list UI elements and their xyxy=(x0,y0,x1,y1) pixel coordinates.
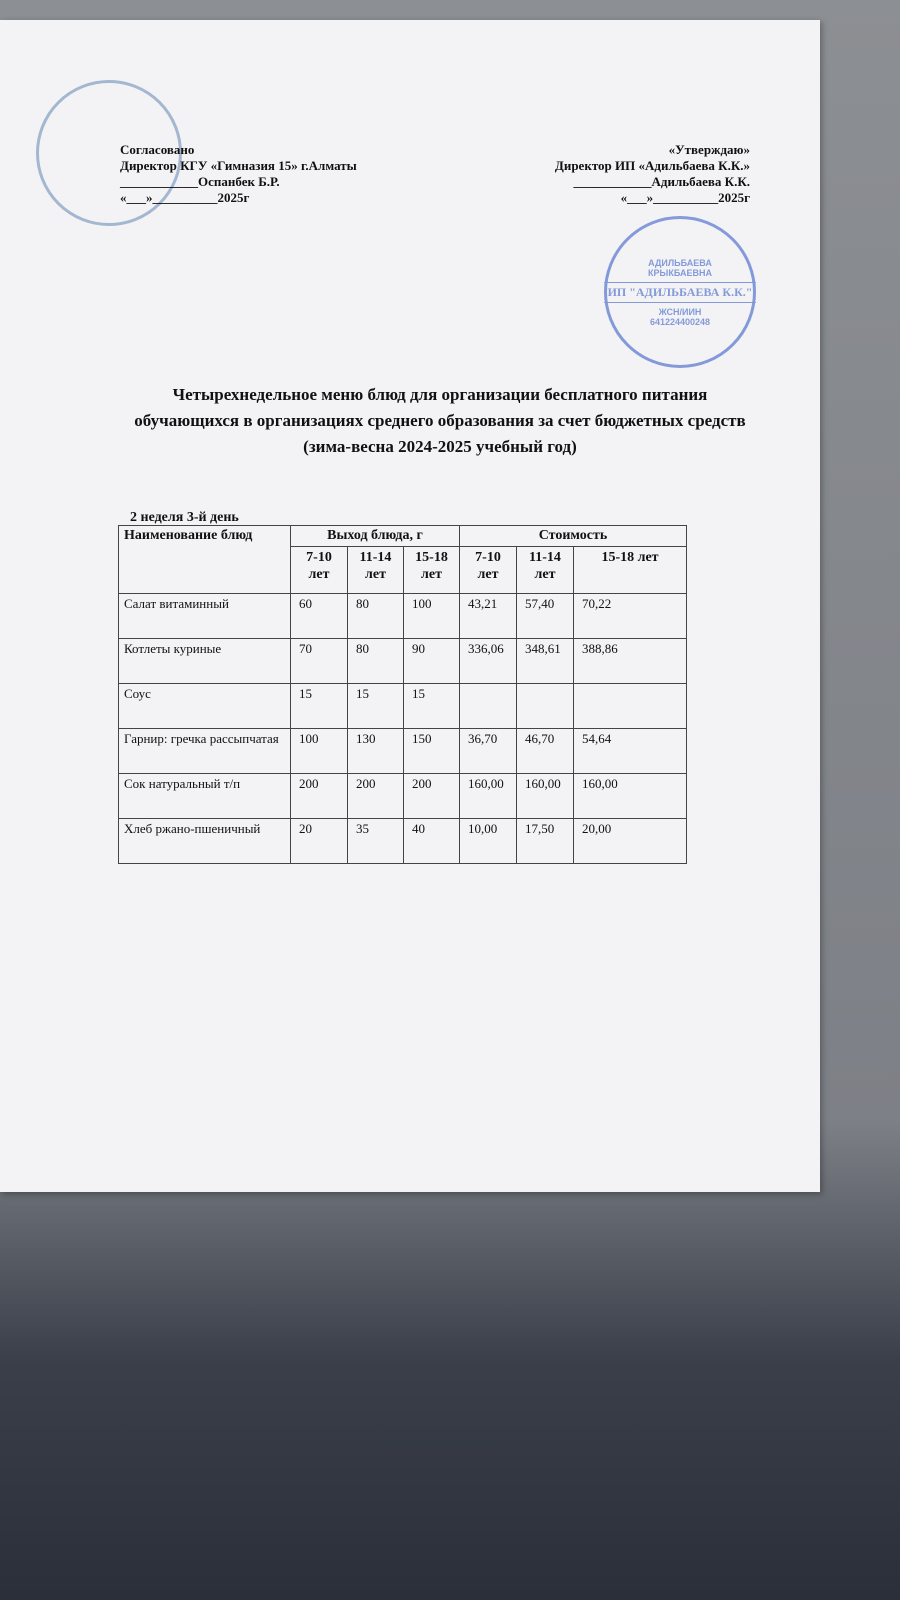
cost-cell: 57,40 xyxy=(517,594,574,639)
cost-cell xyxy=(517,684,574,729)
cost-cell: 348,61 xyxy=(517,639,574,684)
cost-cell xyxy=(460,684,517,729)
yield-cell: 15 xyxy=(348,684,404,729)
yield-cell: 70 xyxy=(291,639,348,684)
yield-cell: 150 xyxy=(404,729,460,774)
header-age: 15-18 лет xyxy=(574,547,687,594)
dish-name: Соус xyxy=(119,684,291,729)
approval-right xyxy=(545,142,750,206)
approval-left-line: Согласовано xyxy=(120,142,195,157)
cost-cell: 70,22 xyxy=(574,594,687,639)
yield-cell: 80 xyxy=(348,639,404,684)
stamp-id-label: ЖСН/ИИН xyxy=(658,306,702,317)
table-row xyxy=(119,819,687,864)
table-row xyxy=(119,684,687,729)
cost-cell: 54,64 xyxy=(574,729,687,774)
dish-name: Хлеб ржано-пшеничный xyxy=(119,819,291,864)
header-age: 15-18 лет xyxy=(404,547,460,594)
stamp-name: АДИЛЬБАЕВА КРЫКБАЕВНА xyxy=(648,257,712,278)
stamp-id: 641224400248 xyxy=(649,316,711,327)
approval-left-line: «___»__________2025г xyxy=(120,190,250,205)
header-cost: Стоимость xyxy=(460,526,687,547)
yield-cell: 100 xyxy=(291,729,348,774)
yield-cell: 200 xyxy=(404,774,460,819)
header-yield: Выход блюда, г xyxy=(291,526,460,547)
table-row xyxy=(119,774,687,819)
menu-table xyxy=(118,525,687,864)
cost-cell: 20,00 xyxy=(574,819,687,864)
approval-right-line: Директор ИП «Адильбаева К.К.» xyxy=(554,158,750,173)
header-age: 11-14 лет xyxy=(517,547,574,594)
cost-cell: 17,50 xyxy=(517,819,574,864)
yield-cell: 35 xyxy=(348,819,404,864)
yield-cell: 20 xyxy=(291,819,348,864)
approval-left-line: ____________Оспанбек Б.Р. xyxy=(120,174,280,189)
header-age: 7-10 лет xyxy=(291,547,348,594)
stamp-org: ИП "АДИЛЬБАЕВА К.К." xyxy=(604,282,757,303)
header-name: Наименование блюд xyxy=(119,526,291,594)
cost-cell xyxy=(574,684,687,729)
yield-cell: 90 xyxy=(404,639,460,684)
dish-name: Гарнир: гречка рассыпчатая xyxy=(119,729,291,774)
cost-cell: 160,00 xyxy=(517,774,574,819)
yield-cell: 60 xyxy=(291,594,348,639)
yield-cell: 130 xyxy=(348,729,404,774)
yield-cell: 15 xyxy=(291,684,348,729)
approval-left xyxy=(120,142,357,206)
cost-cell: 46,70 xyxy=(517,729,574,774)
cost-cell: 388,86 xyxy=(574,639,687,684)
yield-cell: 80 xyxy=(348,594,404,639)
approval-right-line: ____________Адильбаева К.К. xyxy=(573,174,750,189)
approval-left-line: Директор КГУ «Гимназия 15» г.Алматы xyxy=(120,158,357,173)
approval-right-line: «Утверждаю» xyxy=(668,142,750,157)
table-body xyxy=(119,594,687,864)
table-row xyxy=(119,594,687,639)
approval-right-line: «___»__________2025г xyxy=(620,190,750,205)
dish-name: Сок натуральный т/п xyxy=(119,774,291,819)
cost-cell: 43,21 xyxy=(460,594,517,639)
cost-cell: 10,00 xyxy=(460,819,517,864)
yield-cell: 200 xyxy=(348,774,404,819)
table-row xyxy=(119,639,687,684)
cost-cell: 160,00 xyxy=(574,774,687,819)
table-row xyxy=(119,729,687,774)
header-age: 11-14 лет xyxy=(348,547,404,594)
ip-seal-stamp xyxy=(604,216,756,368)
document-title: Четырехнедельное меню блюд для организации бесплатного питания обучающихся в организациях среднего образования за счет бюджетных средств (зима-весна 2024-2025 учебный год) xyxy=(134,385,746,456)
cost-cell: 336,06 xyxy=(460,639,517,684)
cost-cell: 160,00 xyxy=(460,774,517,819)
yield-cell: 40 xyxy=(404,819,460,864)
cost-cell: 36,70 xyxy=(460,729,517,774)
dish-name: Салат витаминный xyxy=(119,594,291,639)
header-age: 7-10 лет xyxy=(460,547,517,594)
document-subtitle: 2 неделя 3-й день xyxy=(130,510,239,525)
yield-cell: 100 xyxy=(404,594,460,639)
yield-cell: 200 xyxy=(291,774,348,819)
dish-name: Котлеты куриные xyxy=(119,639,291,684)
yield-cell: 15 xyxy=(404,684,460,729)
